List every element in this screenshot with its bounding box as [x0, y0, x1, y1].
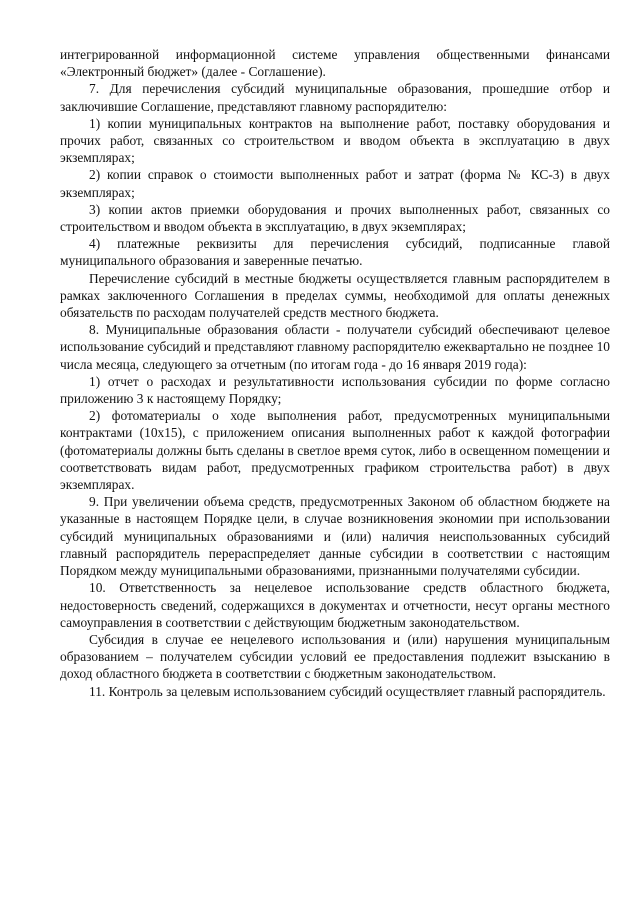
paragraph-item-8: 8. Муниципальные образования области - получатели субсидий обеспечивают целевое использование субсидий и представляют главному распорядителю ежеквартально не позднее 10 числа месяца, следующего за отчетным (по итогам года - до 16 января 2019 года):	[60, 322, 610, 372]
paragraph-subsidy-recovery: Субсидия в случае ее нецелевого использования и (или) нарушения муниципальным образованием – получателем субсидии условий ее предоставления подлежит взысканию в доход областного бюджета в соответствии с бюджетным законодательством.	[60, 631, 610, 682]
paragraph-transfer: Перечисление субсидий в местные бюджеты осуществляется главным распорядителем в рамках заключенного Соглашения в пределах суммы, необходимой для оплаты денежных обязательств по расходам получателей средств местного бюджета.	[60, 270, 610, 321]
paragraph-item-7-1: 1) копии муниципальных контрактов на выполнение работ, поставку оборудования и прочих работ, связанных со строительством и вводом объекта в эксплуатацию в двух экземплярах;	[60, 115, 610, 166]
paragraph-continuation: интегрированной информационной системе управления общественными финансами «Электронный бюджет» (далее - Соглашение).	[60, 47, 610, 80]
paragraph-item-10: 10. Ответственность за нецелевое использование средств областного бюджета, недостоверность сведений, содержащихся в документах и отчетности, несут органы местного самоуправления в соответствии с действующим бюджетным законодательством.	[60, 580, 610, 630]
paragraph-item-8-2: 2) фотоматериалы о ходе выполнения работ, предусмотренных муниципальными контрактами (10х15), с приложением описания выполненных работ к каждой фотографии (фотоматериалы должны быть сделаны в светлое время суток, либо в освещенном помещении и соответствовать видам работ, предусмотренных графиком строительства работ) в двух экземплярах.	[60, 408, 610, 493]
paragraph-item-7-2: 2) копии справок о стоимости выполненных работ и затрат (форма № КС-3) в двух экземплярах;	[60, 167, 610, 200]
paragraph-item-8-1: 1) отчет о расходах и результативности использования субсидии по форме согласно приложению 3 к настоящему Порядку;	[60, 373, 610, 407]
paragraph-item-11: 11. Контроль за целевым использованием субсидий осуществляет главный распорядитель.	[89, 683, 606, 699]
paragraph-item-9: 9. При увеличении объема средств, предусмотренных Законом об областном бюджете на указанные в настоящем Порядке цели, в случае возникновения экономии при использовании субсидий муниципальных образованиями и (или) наличия неиспользованных субсидий главный распорядитель перераспределяет данные субсидии в соответствии с настоящим Порядком между муниципальными образованиями, признанными получателями субсидии.	[60, 494, 610, 579]
paragraph-item-7-4: 4) платежные реквизиты для перечисления субсидий, подписанные главой муниципального образования и заверенные печатью.	[60, 236, 610, 269]
paragraph-item-7-3: 3) копии актов приемки оборудования и прочих выполненных работ, связанных со строительством и вводом объекта в эксплуатацию, в двух экземплярах;	[60, 201, 610, 235]
paragraph-item-7: 7. Для перечисления субсидий муниципальные образования, прошедшие отбор и заключившие Соглашение, представляют главному распорядителю:	[60, 81, 610, 114]
